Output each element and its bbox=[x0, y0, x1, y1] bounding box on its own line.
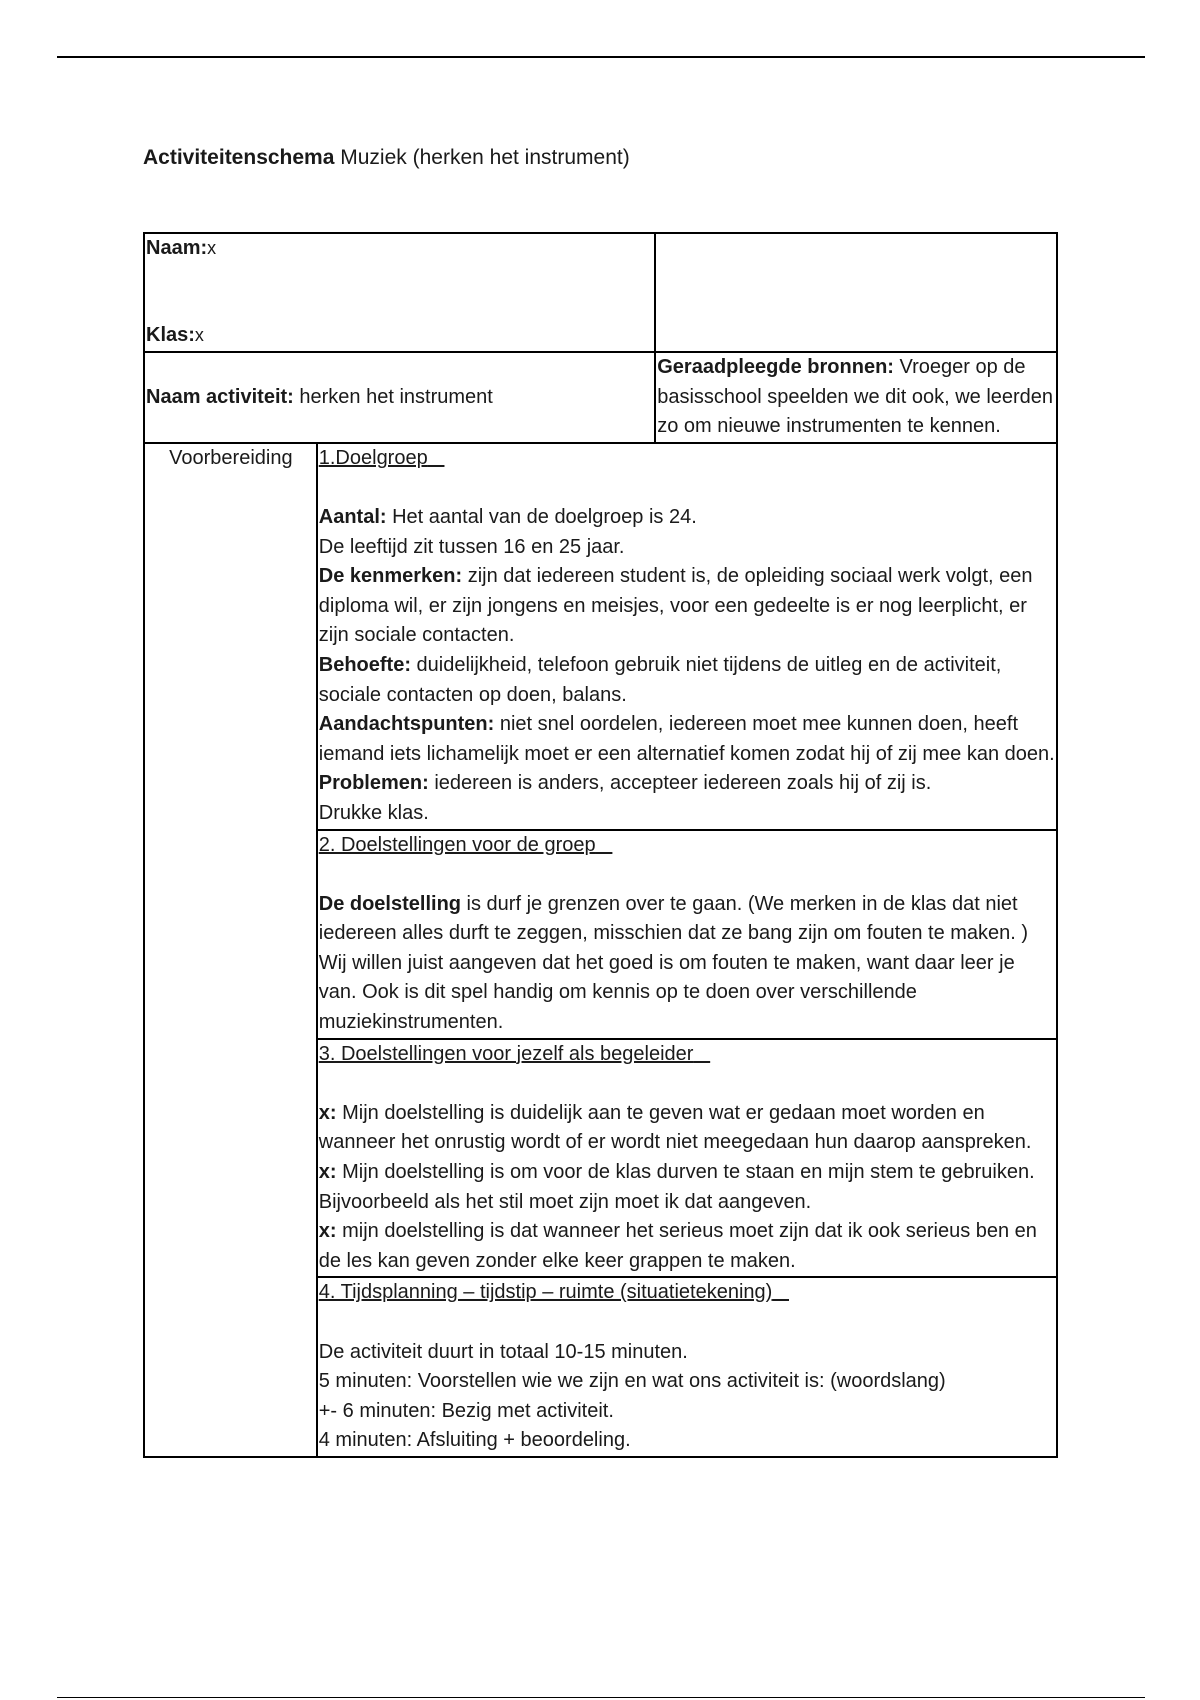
row-activity bbox=[144, 352, 1057, 443]
klas-value: x bbox=[194, 325, 204, 346]
bronnen-label: Geraadpleegde bronnen: bbox=[657, 356, 894, 378]
activiteit-label: Naam activiteit: bbox=[146, 385, 294, 408]
cell-activity-name bbox=[144, 352, 655, 443]
kenmerken-text: zijn dat iedereen student is, de opleiding sociaal werk volgt, een diploma wil, er zijn jongens en meisjes, voor een gedeelte is er nog leerplicht, er zijn sociale contacten. bbox=[318, 565, 1033, 647]
begeleider-item-label: x: bbox=[318, 1161, 337, 1184]
section-doelgroep bbox=[317, 443, 1057, 830]
begeleider-title: 3. Doelstellingen voor jezelf als begeleider bbox=[318, 1042, 694, 1065]
klas-label: Klas: bbox=[146, 324, 195, 347]
aandachtspunten-line bbox=[319, 710, 1056, 769]
cell-empty bbox=[655, 233, 1057, 352]
begeleider-item-text: mijn doelstelling is dat wanneer het serieus moet zijn dat ik ook serieus ben en de les kan geven zonder elke keer grappen te maken. bbox=[318, 1220, 1037, 1272]
row-name-class bbox=[144, 233, 1057, 352]
aantal-line bbox=[319, 503, 1056, 533]
drukke-klas-line: Drukke klas. bbox=[318, 801, 429, 824]
groep-doelstelling-label: De doelstelling bbox=[318, 892, 461, 915]
begeleider-item-text: Mijn doelstelling is duidelijk aan te geven wat er gedaan moet worden en wanneer het onrustig wordt of er wordt niet meegedaan hun daarop aanspreken. bbox=[318, 1101, 1032, 1154]
begeleider-item-text: Mijn doelstelling is om voor de klas durven te staan en mijn stem te gebruiken. Bijvoorbeeld als het stil moet zijn moet ik dat aangeven. bbox=[318, 1161, 1035, 1213]
begeleider-item-label: x: bbox=[318, 1220, 337, 1243]
section-begeleider bbox=[317, 1039, 1057, 1278]
planning-line: +- 6 minuten: Bezig met activiteit. bbox=[318, 1399, 614, 1422]
aandachtspunten-label: Aandachtspunten: bbox=[318, 713, 495, 736]
aantal-label: Aantal: bbox=[318, 505, 387, 528]
begeleider-item bbox=[319, 1158, 1056, 1217]
problemen-text: iedereen is anders, accepteer iedereen zoals hij of zij is. bbox=[428, 772, 932, 795]
section-groep bbox=[317, 830, 1057, 1039]
kenmerken-label: De kenmerken: bbox=[318, 565, 463, 588]
klas-line bbox=[146, 321, 654, 351]
groep-doelstelling-text: is durf je grenzen over te gaan. (We merken in de klas dat niet iedereen alles durft te zeggen, misschien dat ze bang zijn om fouten te maken. ) Wij willen juist aangeven dat het goed is om fouten te maken, want daar leer je van. Ook is dit spel handig om kennis op te doen over verschillende muziekinstrumenten. bbox=[318, 892, 1029, 1034]
naam-value: x bbox=[207, 238, 217, 258]
naam-label: Naam: bbox=[146, 237, 208, 259]
heading-bold: Activiteitenschema bbox=[143, 146, 335, 169]
aandachtspunten-text: niet snel oordelen, iedereen moet mee kunnen doen, heeft iemand iets lichamelijk moet er een alternatief komen zodat hij of zij mee kan doen. bbox=[318, 713, 1055, 765]
behoefte-text: duidelijkheid, telefoon gebruik niet tijdens de uitleg en de activiteit, sociale contacten op doen, balans. bbox=[318, 653, 1002, 706]
kenmerken-line bbox=[319, 562, 1056, 651]
planning-line: 4 minuten: Afsluiting + beoordeling. bbox=[318, 1429, 631, 1452]
behoefte-line bbox=[319, 651, 1056, 710]
footer-rule bbox=[57, 1697, 1145, 1698]
begeleider-item bbox=[319, 1099, 1056, 1158]
groep-doelstelling bbox=[319, 890, 1056, 1038]
problemen-label: Problemen: bbox=[318, 772, 429, 795]
row-doelgroep bbox=[144, 443, 1057, 830]
planning-line: 5 minuten: Voorstellen wie we zijn en wat ons activiteit is: (woordslang) bbox=[318, 1370, 946, 1393]
section-planning bbox=[317, 1277, 1057, 1457]
bronnen-text bbox=[657, 353, 1056, 442]
problemen-line bbox=[319, 769, 1056, 799]
cell-name-class bbox=[144, 233, 655, 352]
cell-sources bbox=[655, 352, 1057, 443]
heading-rest: Muziek (herken het instrument) bbox=[334, 146, 630, 169]
voorbereiding-label: Voorbereiding bbox=[169, 446, 293, 469]
planning-line: De activiteit duurt in totaal 10-15 minuten. bbox=[318, 1340, 688, 1363]
begeleider-item-label: x: bbox=[318, 1101, 337, 1124]
behoefte-label: Behoefte: bbox=[318, 653, 411, 676]
activiteit-line bbox=[146, 383, 654, 413]
begeleider-item bbox=[319, 1217, 1056, 1276]
activiteit-value: herken het instrument bbox=[293, 385, 493, 408]
document-heading bbox=[143, 144, 630, 172]
doelgroep-title: 1.Doelgroep bbox=[318, 446, 428, 469]
cell-voorbereiding bbox=[144, 443, 317, 1457]
naam-line bbox=[146, 234, 654, 264]
aantal-text: Het aantal van de doelgroep is 24. bbox=[386, 505, 697, 528]
header-rule bbox=[57, 56, 1145, 58]
planning-title: 4. Tijdsplanning – tijdstip – ruimte (situatietekening) bbox=[318, 1281, 773, 1304]
groep-title: 2. Doelstellingen voor de groep bbox=[318, 833, 596, 856]
bronnen-value: Vroeger op de basisschool speelden we dit ook, we leerden zo om nieuwe instrumenten te kennen. bbox=[657, 356, 1054, 438]
leeftijd-line: De leeftijd zit tussen 16 en 25 jaar. bbox=[318, 535, 625, 558]
activity-schema-table bbox=[143, 232, 1058, 1458]
